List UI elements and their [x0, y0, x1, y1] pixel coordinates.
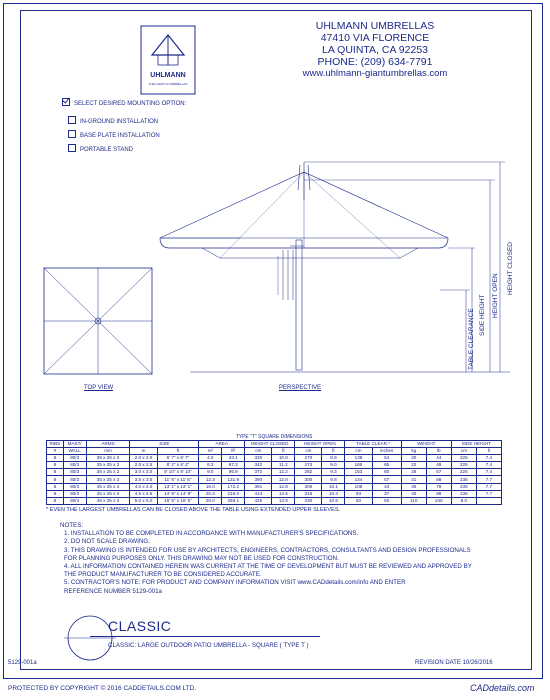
- company-address: 47410 VIA FLORENCE: [320, 32, 430, 44]
- table-cell: 225: [451, 455, 476, 462]
- reference-number: 5129-001a: [8, 660, 37, 666]
- table-cell: 35 x 25 x 2: [86, 483, 130, 490]
- table-footnote: * EVEN THE LARGEST UMBRELLAS CAN BE CLOSED ABOVE THE TABLE USING EXTENDED UPPER SLEEVES.: [46, 507, 341, 513]
- company-city: LA QUINTA, CA 92253: [321, 44, 429, 56]
- table-cell: 25.0: [199, 497, 222, 504]
- table-cell: [476, 497, 501, 504]
- table-row: [47, 462, 502, 469]
- note-line: 1. INSTALLATION TO BE COMPLETED IN ACCORDANCE WITH MANUFACTURER'S SPECIFICATIONS.: [64, 530, 359, 538]
- logo-text: UHLMANN: [150, 72, 186, 79]
- company-name: UHLMANN UMBRELLAS: [315, 20, 435, 32]
- table-group-header-row: RIBS MAST/ ARMS SIZE AREA HEIGHT CLOSED HEIGHT OPEN TABLE CLEAR.* WEIGHT SIDE HEIGHT: [47, 441, 502, 448]
- table-cell: 8: [47, 483, 64, 490]
- company-website: www.uhlmann-giantumbrellas.com: [302, 68, 448, 79]
- table-cell: 7.7: [476, 490, 501, 497]
- company-info: [250, 20, 500, 80]
- table-cell: 391: [245, 483, 272, 490]
- perspective-label: PERSPECTIVE: [279, 385, 322, 391]
- table-cell: 10.8: [272, 455, 295, 462]
- table-cell: 8' 2" x 8' 2": [157, 462, 199, 469]
- table-cell: 16' 5" x 16' 5": [157, 497, 199, 504]
- table-cell: 9.0: [199, 469, 222, 476]
- table-cell: 330: [245, 455, 272, 462]
- note-line: 3. THIS DRAWING IS INTENDED FOR USE BY ARCHITECTS, ENGINEERS, CONTRACTORS, CONSULTANTS AND DESIGN PROFESSIONALS: [64, 546, 471, 554]
- table-cell: 35 x 25 x 2: [86, 469, 130, 476]
- mounting-heading: SELECT DESIRED MOUNTING OPTION:: [62, 98, 186, 107]
- table-cell: 138: [345, 455, 372, 462]
- note-line: 5. CONTRACTOR'S NOTE: FOR PRODUCT AND COMPANY INFORMATION VISIT www.CADdetails.com/info AND ENTER: [64, 579, 406, 587]
- table-cell: 9' 10" x 9' 10": [157, 469, 199, 476]
- top-view-drawing: [42, 266, 154, 376]
- table-row: [47, 483, 502, 490]
- table-cell: 7.4: [476, 462, 501, 469]
- table-cell: 80/3: [63, 469, 86, 476]
- table-cell: 35 x 25 x 2: [86, 490, 130, 497]
- table-cell: 26: [401, 469, 426, 476]
- note-line: 4. ALL INFORMATION CONTAINED HEREIN WAS CURRENT AT THE TIME OF DEVELOPMENT BUT MUST BE REVIEWED AND APPROVED BY: [64, 563, 472, 571]
- note-line: REFERENCE NUMBER 5129-001a: [64, 587, 163, 595]
- table-cell: 80/3: [63, 476, 86, 483]
- table-cell: 245: [426, 497, 451, 504]
- table-cell: 10.8: [322, 497, 345, 504]
- table-cell: 413: [245, 490, 272, 497]
- table-cell: 3.0 x 3.0: [130, 469, 157, 476]
- table-cell: 67.3: [222, 462, 245, 469]
- table-cell: 8: [47, 462, 64, 469]
- table-cell: 225: [451, 462, 476, 469]
- table-cell: 50: [372, 497, 401, 504]
- table-cell: 13.9: [272, 497, 295, 504]
- table-cell: 236: [451, 483, 476, 490]
- table-sub-header-row: # WALL mm m ft m² ft² cm ft cm ft cm inches kg lb cm ft: [47, 448, 502, 455]
- caddetails-link[interactable]: CADdetails.com: [470, 683, 535, 693]
- table-cell: 7.7: [476, 476, 501, 483]
- table-cell: 270: [295, 455, 322, 462]
- table-cell: 390: [245, 476, 272, 483]
- table-cell: 50: [345, 497, 372, 504]
- table-cell: 68: [426, 476, 451, 483]
- table-cell: 8: [47, 490, 64, 497]
- drawing-title: CLASSIC: [108, 618, 172, 634]
- table-cell: 12.8: [272, 483, 295, 490]
- table-cell: 236: [451, 476, 476, 483]
- table-cell: 153: [345, 469, 372, 476]
- table-cell: 35 x 25 x 2: [86, 462, 130, 469]
- table-cell: 16.0: [199, 483, 222, 490]
- checkbox-icon[interactable]: [68, 130, 76, 138]
- table-cell: 8.0: [451, 497, 476, 504]
- table-cell: 31: [401, 476, 426, 483]
- table-row: [47, 497, 502, 504]
- table-cell: 43.1: [222, 455, 245, 462]
- table-cell: 35 x 25 x 2: [86, 455, 130, 462]
- mounting-option-in-ground[interactable]: IN-GROUND INSTALLATION: [68, 116, 158, 125]
- heading-checkbox-icon: [62, 98, 70, 106]
- table-cell: 8: [47, 469, 64, 476]
- top-view-label: TOP VIEW: [84, 385, 114, 391]
- table-cell: 165: [345, 462, 372, 469]
- table-cell: 65: [372, 462, 401, 469]
- table-cell: 88: [426, 490, 451, 497]
- table-cell: 80/3: [63, 490, 86, 497]
- checkbox-icon[interactable]: [68, 144, 76, 152]
- table-cell: 60: [372, 469, 401, 476]
- table-title: TYPE "T" SQUARE DIMENSIONS: [235, 434, 313, 440]
- mounting-option-portable-stand[interactable]: PORTABLE STAND: [68, 144, 133, 153]
- table-cell: 80/3: [63, 483, 86, 490]
- table-cell: 20: [401, 455, 426, 462]
- table-cell: 6' 7" x 6' 7": [157, 455, 199, 462]
- table-cell: 9.8: [322, 476, 345, 483]
- table-cell: 8: [47, 455, 64, 462]
- table-cell: 4.0: [199, 455, 222, 462]
- table-cell: 35 x 25 x 2: [86, 476, 130, 483]
- table-cell: 10.1: [322, 483, 345, 490]
- table-cell: 40: [401, 490, 426, 497]
- table-cell: 11' 6" x 11' 6": [157, 476, 199, 483]
- table-cell: 269.1: [222, 497, 245, 504]
- table-cell: 342: [245, 462, 272, 469]
- table-cell: 44: [426, 455, 451, 462]
- revision-date: REVISION DATE 10/26/2016: [415, 660, 493, 666]
- table-cell: 20.3: [199, 490, 222, 497]
- copyright-text: PROTECTED BY COPYRIGHT © 2016 CADDETAILS.COM LTD.: [8, 685, 197, 692]
- uhlmann-logo: [140, 25, 196, 95]
- table-cell: 12.8: [272, 476, 295, 483]
- table-cell: 225: [451, 469, 476, 476]
- side-height-label: SIDE HEIGHT: [479, 294, 486, 336]
- table-cell: 372: [245, 469, 272, 476]
- company-phone: PHONE: (209) 634-7791: [317, 56, 433, 68]
- table-row: [47, 490, 502, 497]
- table-cell: 7.7: [476, 483, 501, 490]
- table-cell: 282: [295, 469, 322, 476]
- table-cell: 144: [345, 476, 372, 483]
- perspective-drawing: [150, 160, 520, 385]
- note-line: THE PRODUCT MANUFACTURER TO BE CONSIDERED ACCURATE.: [64, 571, 262, 579]
- table-cell: 12.3: [199, 476, 222, 483]
- table-cell: 7.4: [476, 469, 501, 476]
- table-cell: 4.5 x 4.5: [130, 490, 157, 497]
- table-cell: 13.6: [272, 490, 295, 497]
- table-cell: 45 x 25 x 2: [86, 497, 130, 504]
- table-cell: 80/4: [63, 497, 86, 504]
- notes-section: [60, 522, 472, 596]
- table-cell: 3.5 x 3.5: [130, 476, 157, 483]
- table-row: [47, 476, 502, 483]
- notes-heading: NOTES:: [60, 522, 84, 529]
- table-cell: 13' 1" x 13' 1": [157, 483, 199, 490]
- table-cell: 4.0 x 4.0: [130, 483, 157, 490]
- dimensions-table: [46, 440, 502, 505]
- table-cell: 54: [372, 455, 401, 462]
- table-cell: 316: [295, 490, 322, 497]
- table-cell: 108: [345, 483, 372, 490]
- table-cell: 9.3: [322, 469, 345, 476]
- table-cell: 110: [401, 497, 426, 504]
- table-cell: 131.9: [222, 476, 245, 483]
- table-cell: 8: [47, 476, 64, 483]
- table-cell: 10.4: [322, 490, 345, 497]
- table-cell: 172.2: [222, 483, 245, 490]
- table-cell: 57: [372, 476, 401, 483]
- table-cell: 425: [245, 497, 272, 504]
- table-cell: 306: [295, 483, 322, 490]
- mounting-option-base-plate[interactable]: BASE PLATE INSTALLATION: [68, 130, 160, 139]
- table-cell: 49: [426, 462, 451, 469]
- table-row: [47, 455, 502, 462]
- drawing-subtitle: CLASSIC: LARGE OUTDOOR PATIO UMBRELLA - SQUARE ( TYPE T ): [108, 642, 309, 649]
- table-cell: 37: [372, 490, 401, 497]
- height-closed-label: HEIGHT CLOSED: [507, 242, 514, 295]
- checkbox-icon[interactable]: [68, 116, 76, 124]
- table-cell: 11.2: [272, 462, 295, 469]
- table-cell: 8.9: [322, 455, 345, 462]
- table-cell: 273: [295, 462, 322, 469]
- table-cell: 2.5 x 2.5: [130, 462, 157, 469]
- table-cell: 2.0 x 2.0: [130, 455, 157, 462]
- table-cell: 93: [345, 490, 372, 497]
- table-cell: 9.0: [322, 462, 345, 469]
- table-cell: 7.4: [476, 455, 501, 462]
- note-line: FOR PLANNING PURPOSES ONLY. THIS DRAWING MAY NOT BE USED FOR CONSTRUCTION.: [64, 554, 339, 562]
- table-cell: 300: [295, 476, 322, 483]
- table-cell: 36: [401, 483, 426, 490]
- table-cell: 96.9: [222, 469, 245, 476]
- table-cell: 218.0: [222, 490, 245, 497]
- table-cell: 12.2: [272, 469, 295, 476]
- table-row: [47, 469, 502, 476]
- table-cell: 80/3: [63, 462, 86, 469]
- table-cell: 8: [47, 497, 64, 504]
- table-cell: 6.3: [199, 462, 222, 469]
- footer-bar: [0, 680, 550, 700]
- title-underline: [90, 636, 320, 637]
- table-cell: 330: [295, 497, 322, 504]
- note-line: 2. DO NOT SCALE DRAWING.: [64, 538, 150, 546]
- logo-subtext: THE GIANT IN UMBRELLAS: [148, 82, 188, 86]
- table-cell: 22: [401, 462, 426, 469]
- table-cell: 5.0 x 5.0: [130, 497, 157, 504]
- height-open-label: HEIGHT OPEN: [492, 273, 499, 318]
- table-cell: 14' 9" x 14' 9": [157, 490, 199, 497]
- table-clearance-label: TABLE CLEARANCE: [468, 308, 475, 370]
- table-cell: 43: [372, 483, 401, 490]
- table-cell: 80/3: [63, 455, 86, 462]
- table-body: [47, 455, 502, 505]
- table-cell: 79: [426, 483, 451, 490]
- table-cell: 57: [426, 469, 451, 476]
- table-cell: 236: [451, 490, 476, 497]
